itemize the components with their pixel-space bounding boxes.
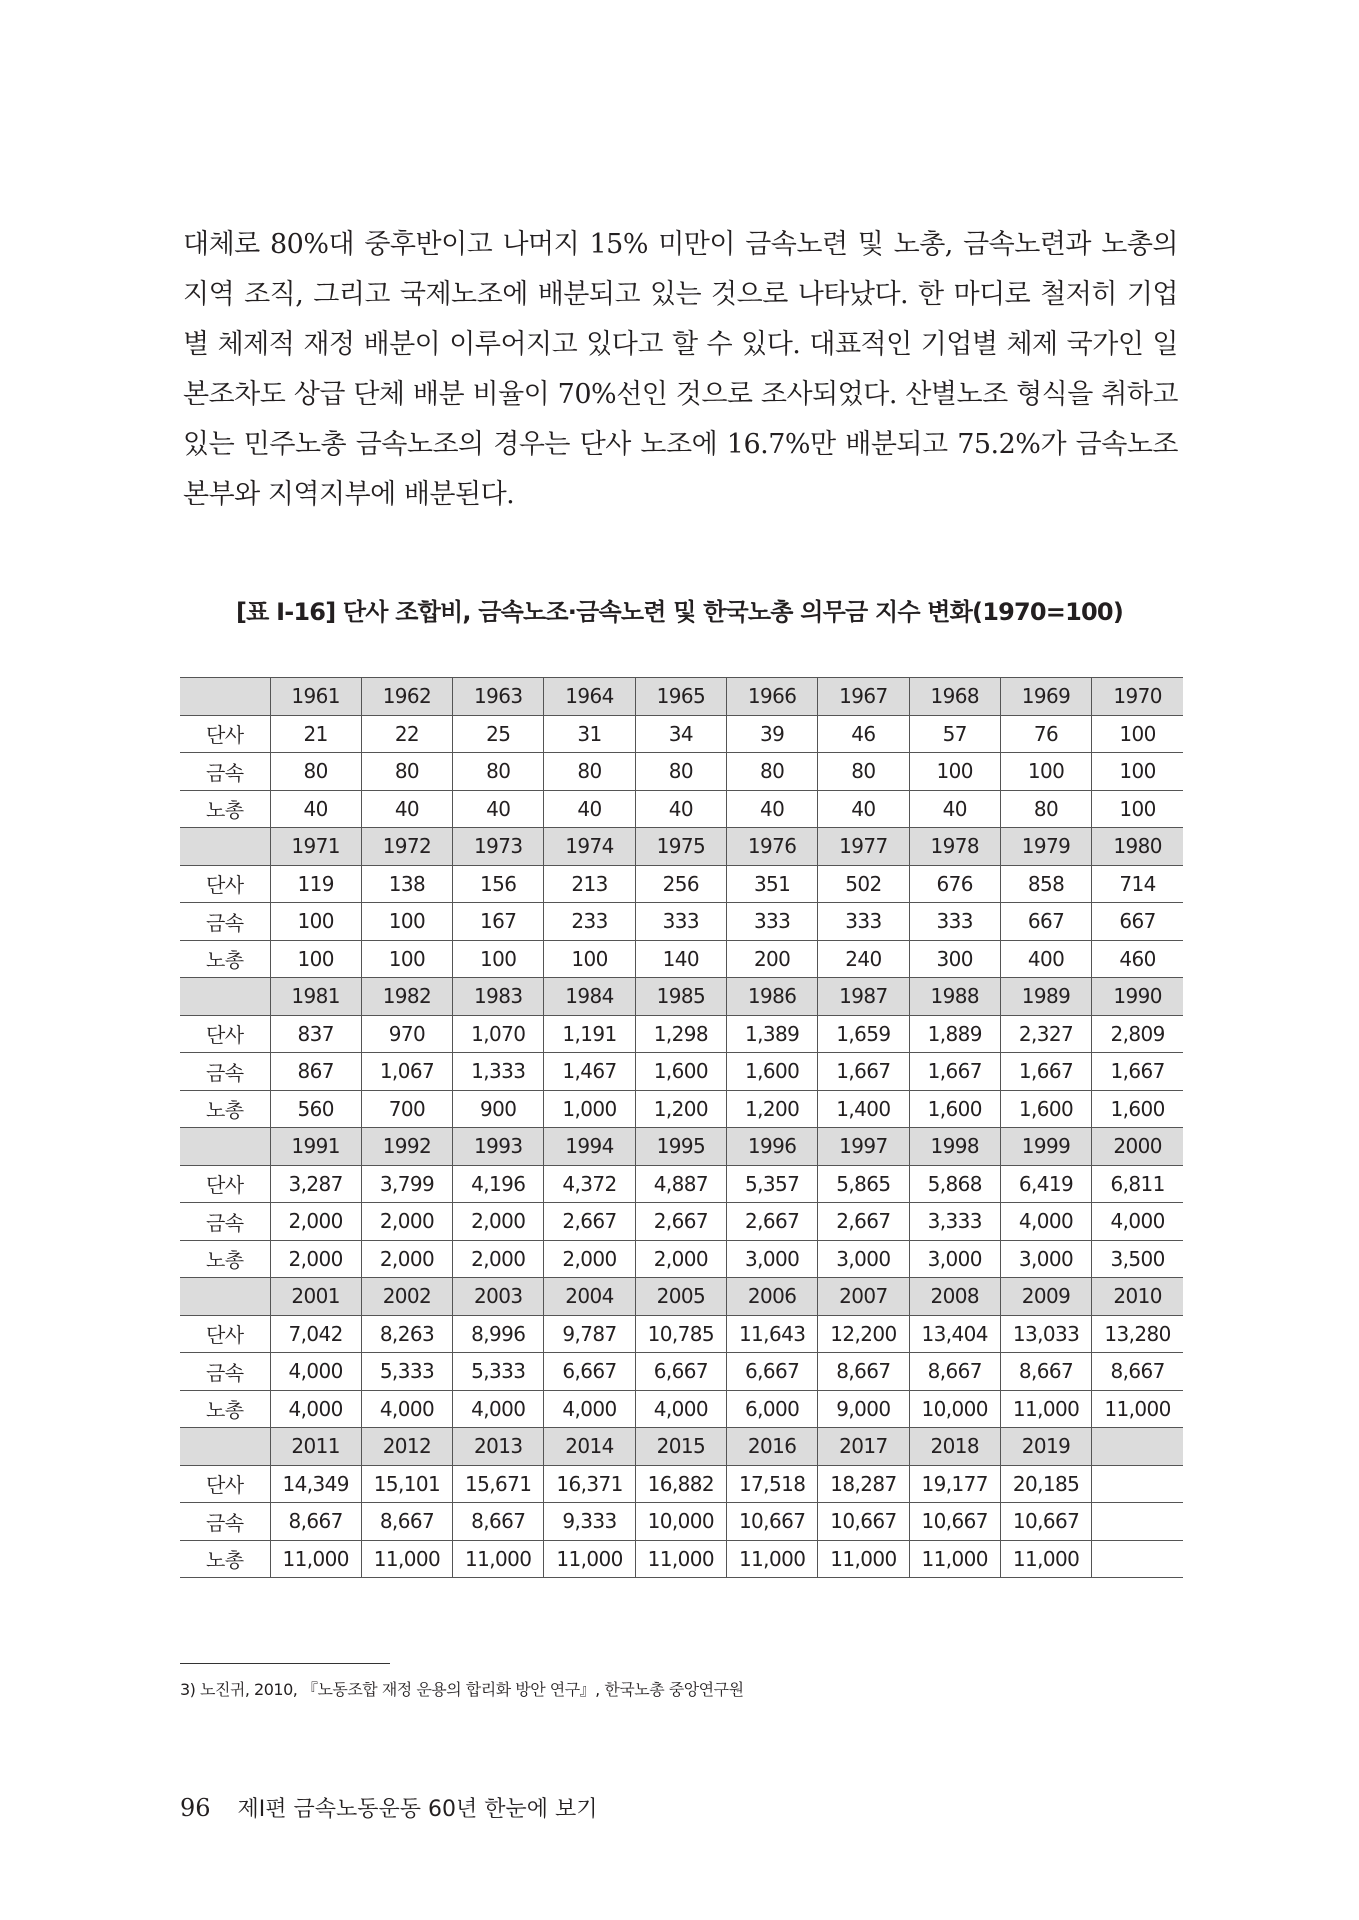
value-cell: 138 bbox=[361, 865, 452, 903]
year-header-cell: 1999 bbox=[1000, 1128, 1091, 1166]
row-label: 금속 bbox=[180, 1353, 270, 1391]
year-header-cell: 1993 bbox=[453, 1128, 544, 1166]
year-header-cell: 2003 bbox=[453, 1278, 544, 1316]
year-header-cell: 1973 bbox=[453, 828, 544, 866]
year-header-cell: 1998 bbox=[909, 1128, 1000, 1166]
value-cell bbox=[1092, 1503, 1183, 1541]
value-cell: 11,000 bbox=[818, 1540, 909, 1578]
value-cell: 9,000 bbox=[818, 1390, 909, 1428]
year-header-cell: 2004 bbox=[544, 1278, 635, 1316]
value-cell: 80 bbox=[270, 753, 361, 791]
value-cell: 10,000 bbox=[635, 1503, 726, 1541]
value-cell: 333 bbox=[818, 903, 909, 941]
table-row bbox=[180, 1390, 1183, 1428]
value-cell: 40 bbox=[726, 790, 817, 828]
table-row bbox=[180, 1165, 1183, 1203]
value-cell: 1,067 bbox=[361, 1053, 452, 1091]
value-cell: 57 bbox=[909, 715, 1000, 753]
value-cell: 700 bbox=[361, 1090, 452, 1128]
value-cell: 2,667 bbox=[635, 1203, 726, 1241]
value-cell: 100 bbox=[1000, 753, 1091, 791]
year-header-cell: 1989 bbox=[1000, 978, 1091, 1016]
year-header-cell: 1966 bbox=[726, 678, 817, 716]
value-cell: 40 bbox=[361, 790, 452, 828]
year-header-row bbox=[180, 1278, 1183, 1316]
corner-cell bbox=[180, 978, 270, 1016]
value-cell: 10,667 bbox=[726, 1503, 817, 1541]
value-cell: 16,882 bbox=[635, 1465, 726, 1503]
row-label: 금속 bbox=[180, 1203, 270, 1241]
value-cell: 21 bbox=[270, 715, 361, 753]
value-cell: 2,000 bbox=[361, 1240, 452, 1278]
value-cell: 1,200 bbox=[726, 1090, 817, 1128]
year-header-cell: 2005 bbox=[635, 1278, 726, 1316]
value-cell: 156 bbox=[453, 865, 544, 903]
value-cell: 2,667 bbox=[726, 1203, 817, 1241]
year-header-cell: 1976 bbox=[726, 828, 817, 866]
corner-cell bbox=[180, 678, 270, 716]
value-cell: 6,667 bbox=[544, 1353, 635, 1391]
row-label: 노총 bbox=[180, 1390, 270, 1428]
year-header-cell: 2017 bbox=[818, 1428, 909, 1466]
value-cell: 17,518 bbox=[726, 1465, 817, 1503]
value-cell: 970 bbox=[361, 1015, 452, 1053]
table-row bbox=[180, 753, 1183, 791]
year-header-cell: 1995 bbox=[635, 1128, 726, 1166]
value-cell: 46 bbox=[818, 715, 909, 753]
table-row bbox=[180, 1315, 1183, 1353]
value-cell: 22 bbox=[361, 715, 452, 753]
value-cell: 11,000 bbox=[726, 1540, 817, 1578]
body-paragraph: 대체로 80%대 중후반이고 나머지 15% 미만이 금속노련 및 노총, 금속노련과 노총의 지역 조직, 그리고 국제노조에 배분되고 있는 것으로 나타났다. 한 마디로 철저히 기업별 체제적 재정 배분이 이루어지고 있다고 할 수 있다. 대표적인 기업별 체제 국가인 일본조차도 상급 단체 배분 비율이 70%선인 것으로 조사되었다. 산별노조 형식을 취하고 있는 민주노총 금속노조의 경우는 단사 노조에 16.7%만 배분되고 75.2%가 금속노조 본부와 지역지부에 배분된다. bbox=[183, 229, 1178, 510]
value-cell: 858 bbox=[1000, 865, 1091, 903]
value-cell: 351 bbox=[726, 865, 817, 903]
value-cell: 12,200 bbox=[818, 1315, 909, 1353]
row-label: 단사 bbox=[180, 1315, 270, 1353]
value-cell: 667 bbox=[1000, 903, 1091, 941]
year-header-cell: 1977 bbox=[818, 828, 909, 866]
value-cell: 34 bbox=[635, 715, 726, 753]
table-row bbox=[180, 790, 1183, 828]
value-cell: 5,333 bbox=[453, 1353, 544, 1391]
value-cell: 11,000 bbox=[909, 1540, 1000, 1578]
value-cell: 5,333 bbox=[361, 1353, 452, 1391]
value-cell: 900 bbox=[453, 1090, 544, 1128]
value-cell: 2,327 bbox=[1000, 1015, 1091, 1053]
value-cell: 18,287 bbox=[818, 1465, 909, 1503]
year-header-cell: 1963 bbox=[453, 678, 544, 716]
row-label: 단사 bbox=[180, 1465, 270, 1503]
value-cell: 460 bbox=[1092, 940, 1183, 978]
value-cell: 8,667 bbox=[270, 1503, 361, 1541]
year-header-cell: 2013 bbox=[453, 1428, 544, 1466]
year-header-row bbox=[180, 678, 1183, 716]
value-cell: 80 bbox=[1000, 790, 1091, 828]
value-cell: 80 bbox=[361, 753, 452, 791]
value-cell: 1,600 bbox=[726, 1053, 817, 1091]
value-cell: 100 bbox=[1092, 715, 1183, 753]
value-cell: 25 bbox=[453, 715, 544, 753]
value-cell: 1,191 bbox=[544, 1015, 635, 1053]
year-header-cell: 1996 bbox=[726, 1128, 817, 1166]
year-header-cell: 2015 bbox=[635, 1428, 726, 1466]
year-header-cell: 1969 bbox=[1000, 678, 1091, 716]
table-row bbox=[180, 1503, 1183, 1541]
value-cell: 3,000 bbox=[726, 1240, 817, 1278]
value-cell: 1,889 bbox=[909, 1015, 1000, 1053]
value-cell: 256 bbox=[635, 865, 726, 903]
value-cell: 31 bbox=[544, 715, 635, 753]
value-cell: 333 bbox=[909, 903, 1000, 941]
table-row bbox=[180, 903, 1183, 941]
year-header-cell: 2019 bbox=[1000, 1428, 1091, 1466]
value-cell: 233 bbox=[544, 903, 635, 941]
value-cell: 2,000 bbox=[544, 1240, 635, 1278]
footnote-rule bbox=[180, 1663, 390, 1664]
value-cell: 8,667 bbox=[361, 1503, 452, 1541]
year-header-cell: 2018 bbox=[909, 1428, 1000, 1466]
value-cell: 3,333 bbox=[909, 1203, 1000, 1241]
table-row bbox=[180, 1203, 1183, 1241]
value-cell: 213 bbox=[544, 865, 635, 903]
table-row bbox=[180, 940, 1183, 978]
value-cell: 1,600 bbox=[909, 1090, 1000, 1128]
value-cell: 19,177 bbox=[909, 1465, 1000, 1503]
value-cell: 8,263 bbox=[361, 1315, 452, 1353]
value-cell: 1,200 bbox=[635, 1090, 726, 1128]
value-cell: 4,000 bbox=[1092, 1203, 1183, 1241]
value-cell: 76 bbox=[1000, 715, 1091, 753]
value-cell: 80 bbox=[635, 753, 726, 791]
value-cell: 20,185 bbox=[1000, 1465, 1091, 1503]
value-cell: 4,372 bbox=[544, 1165, 635, 1203]
value-cell: 4,000 bbox=[361, 1390, 452, 1428]
value-cell bbox=[1092, 1540, 1183, 1578]
value-cell: 1,467 bbox=[544, 1053, 635, 1091]
value-cell: 667 bbox=[1092, 903, 1183, 941]
year-header-cell: 1975 bbox=[635, 828, 726, 866]
year-header-cell: 2006 bbox=[726, 1278, 817, 1316]
value-cell: 1,600 bbox=[1092, 1090, 1183, 1128]
year-header-cell: 1962 bbox=[361, 678, 452, 716]
value-cell: 9,787 bbox=[544, 1315, 635, 1353]
section-title: 제Ⅰ편 금속노동운동 60년 한눈에 보기 bbox=[237, 1797, 598, 1822]
value-cell: 1,600 bbox=[1000, 1090, 1091, 1128]
value-cell: 4,000 bbox=[453, 1390, 544, 1428]
value-cell: 119 bbox=[270, 865, 361, 903]
year-header-cell: 1961 bbox=[270, 678, 361, 716]
value-cell: 3,000 bbox=[1000, 1240, 1091, 1278]
row-label: 노총 bbox=[180, 1540, 270, 1578]
value-cell: 1,659 bbox=[818, 1015, 909, 1053]
table-row bbox=[180, 1540, 1183, 1578]
value-cell: 16,371 bbox=[544, 1465, 635, 1503]
value-cell: 1,070 bbox=[453, 1015, 544, 1053]
value-cell: 40 bbox=[544, 790, 635, 828]
corner-cell bbox=[180, 828, 270, 866]
value-cell: 8,667 bbox=[1092, 1353, 1183, 1391]
value-cell: 10,667 bbox=[909, 1503, 1000, 1541]
value-cell: 333 bbox=[726, 903, 817, 941]
year-header-cell: 2016 bbox=[726, 1428, 817, 1466]
value-cell: 3,000 bbox=[909, 1240, 1000, 1278]
value-cell: 3,000 bbox=[818, 1240, 909, 1278]
row-label: 노총 bbox=[180, 940, 270, 978]
table-row bbox=[180, 1465, 1183, 1503]
value-cell: 4,000 bbox=[635, 1390, 726, 1428]
value-cell: 167 bbox=[453, 903, 544, 941]
year-header-cell: 1997 bbox=[818, 1128, 909, 1166]
row-label: 금속 bbox=[180, 753, 270, 791]
value-cell: 333 bbox=[635, 903, 726, 941]
year-header-cell: 2010 bbox=[1092, 1278, 1183, 1316]
footnote: 3) 노진귀, 2010, 『노동조합 재정 운용의 합리화 방안 연구』, 한국노총 중앙연구원 bbox=[180, 1680, 744, 1699]
value-cell: 6,811 bbox=[1092, 1165, 1183, 1203]
year-header-cell: 1984 bbox=[544, 978, 635, 1016]
table-row bbox=[180, 1053, 1183, 1091]
year-header-cell: 1978 bbox=[909, 828, 1000, 866]
value-cell: 1,667 bbox=[818, 1053, 909, 1091]
value-cell: 11,643 bbox=[726, 1315, 817, 1353]
value-cell: 13,404 bbox=[909, 1315, 1000, 1353]
table-row bbox=[180, 715, 1183, 753]
value-cell: 10,000 bbox=[909, 1390, 1000, 1428]
value-cell: 8,667 bbox=[1000, 1353, 1091, 1391]
value-cell bbox=[1092, 1465, 1183, 1503]
year-header-cell: 1971 bbox=[270, 828, 361, 866]
value-cell: 6,667 bbox=[726, 1353, 817, 1391]
value-cell: 3,799 bbox=[361, 1165, 452, 1203]
value-cell: 11,000 bbox=[1092, 1390, 1183, 1428]
value-cell: 8,996 bbox=[453, 1315, 544, 1353]
year-header-cell: 2009 bbox=[1000, 1278, 1091, 1316]
year-header-cell: 2012 bbox=[361, 1428, 452, 1466]
row-label: 노총 bbox=[180, 790, 270, 828]
row-label: 금속 bbox=[180, 903, 270, 941]
value-cell: 100 bbox=[544, 940, 635, 978]
value-cell: 867 bbox=[270, 1053, 361, 1091]
year-header-cell bbox=[1092, 1428, 1183, 1466]
year-header-cell: 2000 bbox=[1092, 1128, 1183, 1166]
value-cell: 4,196 bbox=[453, 1165, 544, 1203]
table-row bbox=[180, 1015, 1183, 1053]
year-header-cell: 1987 bbox=[818, 978, 909, 1016]
value-cell: 714 bbox=[1092, 865, 1183, 903]
table-row bbox=[180, 865, 1183, 903]
value-cell: 15,671 bbox=[453, 1465, 544, 1503]
value-cell: 1,389 bbox=[726, 1015, 817, 1053]
row-label: 단사 bbox=[180, 715, 270, 753]
value-cell: 1,667 bbox=[1092, 1053, 1183, 1091]
value-cell: 6,667 bbox=[635, 1353, 726, 1391]
value-cell: 3,500 bbox=[1092, 1240, 1183, 1278]
value-cell: 8,667 bbox=[453, 1503, 544, 1541]
page-footer bbox=[180, 1792, 598, 1823]
year-header-cell: 1982 bbox=[361, 978, 452, 1016]
year-header-cell: 1991 bbox=[270, 1128, 361, 1166]
value-cell: 80 bbox=[818, 753, 909, 791]
corner-cell bbox=[180, 1128, 270, 1166]
year-header-cell: 1990 bbox=[1092, 978, 1183, 1016]
value-cell: 40 bbox=[453, 790, 544, 828]
year-header-cell: 1986 bbox=[726, 978, 817, 1016]
value-cell: 4,000 bbox=[544, 1390, 635, 1428]
value-cell: 400 bbox=[1000, 940, 1091, 978]
value-cell: 7,042 bbox=[270, 1315, 361, 1353]
year-header-cell: 2008 bbox=[909, 1278, 1000, 1316]
year-header-cell: 2002 bbox=[361, 1278, 452, 1316]
year-header-cell: 1979 bbox=[1000, 828, 1091, 866]
value-cell: 2,809 bbox=[1092, 1015, 1183, 1053]
value-cell: 1,298 bbox=[635, 1015, 726, 1053]
value-cell: 5,865 bbox=[818, 1165, 909, 1203]
value-cell: 100 bbox=[1092, 753, 1183, 791]
value-cell: 100 bbox=[270, 903, 361, 941]
value-cell: 300 bbox=[909, 940, 1000, 978]
value-cell: 2,000 bbox=[635, 1240, 726, 1278]
year-header-cell: 1992 bbox=[361, 1128, 452, 1166]
value-cell: 9,333 bbox=[544, 1503, 635, 1541]
year-header-cell: 2001 bbox=[270, 1278, 361, 1316]
year-header-cell: 2007 bbox=[818, 1278, 909, 1316]
value-cell: 13,033 bbox=[1000, 1315, 1091, 1353]
year-header-cell: 1968 bbox=[909, 678, 1000, 716]
value-cell: 40 bbox=[270, 790, 361, 828]
value-cell: 39 bbox=[726, 715, 817, 753]
value-cell: 837 bbox=[270, 1015, 361, 1053]
value-cell: 3,287 bbox=[270, 1165, 361, 1203]
year-header-cell: 1970 bbox=[1092, 678, 1183, 716]
value-cell: 11,000 bbox=[544, 1540, 635, 1578]
value-cell: 80 bbox=[453, 753, 544, 791]
value-cell: 1,333 bbox=[453, 1053, 544, 1091]
page-number: 96 bbox=[180, 1794, 211, 1822]
year-header-cell: 1988 bbox=[909, 978, 1000, 1016]
year-header-row bbox=[180, 828, 1183, 866]
row-label: 노총 bbox=[180, 1240, 270, 1278]
year-header-row bbox=[180, 1428, 1183, 1466]
value-cell: 1,600 bbox=[635, 1053, 726, 1091]
value-cell: 2,000 bbox=[270, 1203, 361, 1241]
value-cell: 100 bbox=[361, 903, 452, 941]
table-row bbox=[180, 1240, 1183, 1278]
value-cell: 4,000 bbox=[1000, 1203, 1091, 1241]
row-label: 노총 bbox=[180, 1090, 270, 1128]
year-header-cell: 1974 bbox=[544, 828, 635, 866]
value-cell: 502 bbox=[818, 865, 909, 903]
value-cell: 2,000 bbox=[453, 1203, 544, 1241]
value-cell: 8,667 bbox=[818, 1353, 909, 1391]
value-cell: 200 bbox=[726, 940, 817, 978]
value-cell: 560 bbox=[270, 1090, 361, 1128]
year-header-row bbox=[180, 978, 1183, 1016]
year-header-cell: 1985 bbox=[635, 978, 726, 1016]
year-header-cell: 1994 bbox=[544, 1128, 635, 1166]
value-cell: 1,000 bbox=[544, 1090, 635, 1128]
row-label: 금속 bbox=[180, 1053, 270, 1091]
year-header-row bbox=[180, 1128, 1183, 1166]
year-header-cell: 2011 bbox=[270, 1428, 361, 1466]
value-cell: 140 bbox=[635, 940, 726, 978]
value-cell: 100 bbox=[361, 940, 452, 978]
value-cell: 14,349 bbox=[270, 1465, 361, 1503]
value-cell: 40 bbox=[635, 790, 726, 828]
value-cell: 100 bbox=[1092, 790, 1183, 828]
value-cell: 13,280 bbox=[1092, 1315, 1183, 1353]
year-header-cell: 1983 bbox=[453, 978, 544, 1016]
value-cell: 100 bbox=[909, 753, 1000, 791]
dues-index-table bbox=[180, 677, 1183, 1578]
value-cell: 2,667 bbox=[544, 1203, 635, 1241]
year-header-cell: 1981 bbox=[270, 978, 361, 1016]
value-cell: 1,400 bbox=[818, 1090, 909, 1128]
value-cell: 100 bbox=[453, 940, 544, 978]
table-caption: [표 Ⅰ-16] 단사 조합비, 금속노조·금속노련 및 한국노총 의무금 지수 변화(1970=100) bbox=[236, 598, 1123, 626]
value-cell: 2,000 bbox=[361, 1203, 452, 1241]
value-cell: 8,667 bbox=[909, 1353, 1000, 1391]
value-cell: 11,000 bbox=[1000, 1540, 1091, 1578]
value-cell: 11,000 bbox=[635, 1540, 726, 1578]
corner-cell bbox=[180, 1428, 270, 1466]
value-cell: 4,000 bbox=[270, 1353, 361, 1391]
year-header-cell: 1980 bbox=[1092, 828, 1183, 866]
value-cell: 40 bbox=[909, 790, 1000, 828]
corner-cell bbox=[180, 1278, 270, 1316]
value-cell: 11,000 bbox=[361, 1540, 452, 1578]
row-label: 금속 bbox=[180, 1503, 270, 1541]
table-row bbox=[180, 1090, 1183, 1128]
year-header-cell: 1967 bbox=[818, 678, 909, 716]
value-cell: 2,000 bbox=[270, 1240, 361, 1278]
value-cell: 100 bbox=[270, 940, 361, 978]
value-cell: 80 bbox=[544, 753, 635, 791]
value-cell: 6,000 bbox=[726, 1390, 817, 1428]
value-cell: 10,667 bbox=[818, 1503, 909, 1541]
value-cell: 2,667 bbox=[818, 1203, 909, 1241]
value-cell: 40 bbox=[818, 790, 909, 828]
value-cell: 15,101 bbox=[361, 1465, 452, 1503]
value-cell: 5,357 bbox=[726, 1165, 817, 1203]
value-cell: 6,419 bbox=[1000, 1165, 1091, 1203]
row-label: 단사 bbox=[180, 1165, 270, 1203]
value-cell: 676 bbox=[909, 865, 1000, 903]
value-cell: 4,000 bbox=[270, 1390, 361, 1428]
value-cell: 11,000 bbox=[270, 1540, 361, 1578]
value-cell: 2,000 bbox=[453, 1240, 544, 1278]
year-header-cell: 1965 bbox=[635, 678, 726, 716]
value-cell: 10,667 bbox=[1000, 1503, 1091, 1541]
value-cell: 10,785 bbox=[635, 1315, 726, 1353]
value-cell: 80 bbox=[726, 753, 817, 791]
value-cell: 240 bbox=[818, 940, 909, 978]
year-header-cell: 1964 bbox=[544, 678, 635, 716]
value-cell: 5,868 bbox=[909, 1165, 1000, 1203]
year-header-cell: 1972 bbox=[361, 828, 452, 866]
row-label: 단사 bbox=[180, 1015, 270, 1053]
value-cell: 11,000 bbox=[1000, 1390, 1091, 1428]
year-header-cell: 2014 bbox=[544, 1428, 635, 1466]
value-cell: 4,887 bbox=[635, 1165, 726, 1203]
value-cell: 11,000 bbox=[453, 1540, 544, 1578]
table-row bbox=[180, 1353, 1183, 1391]
value-cell: 1,667 bbox=[1000, 1053, 1091, 1091]
value-cell: 1,667 bbox=[909, 1053, 1000, 1091]
row-label: 단사 bbox=[180, 865, 270, 903]
